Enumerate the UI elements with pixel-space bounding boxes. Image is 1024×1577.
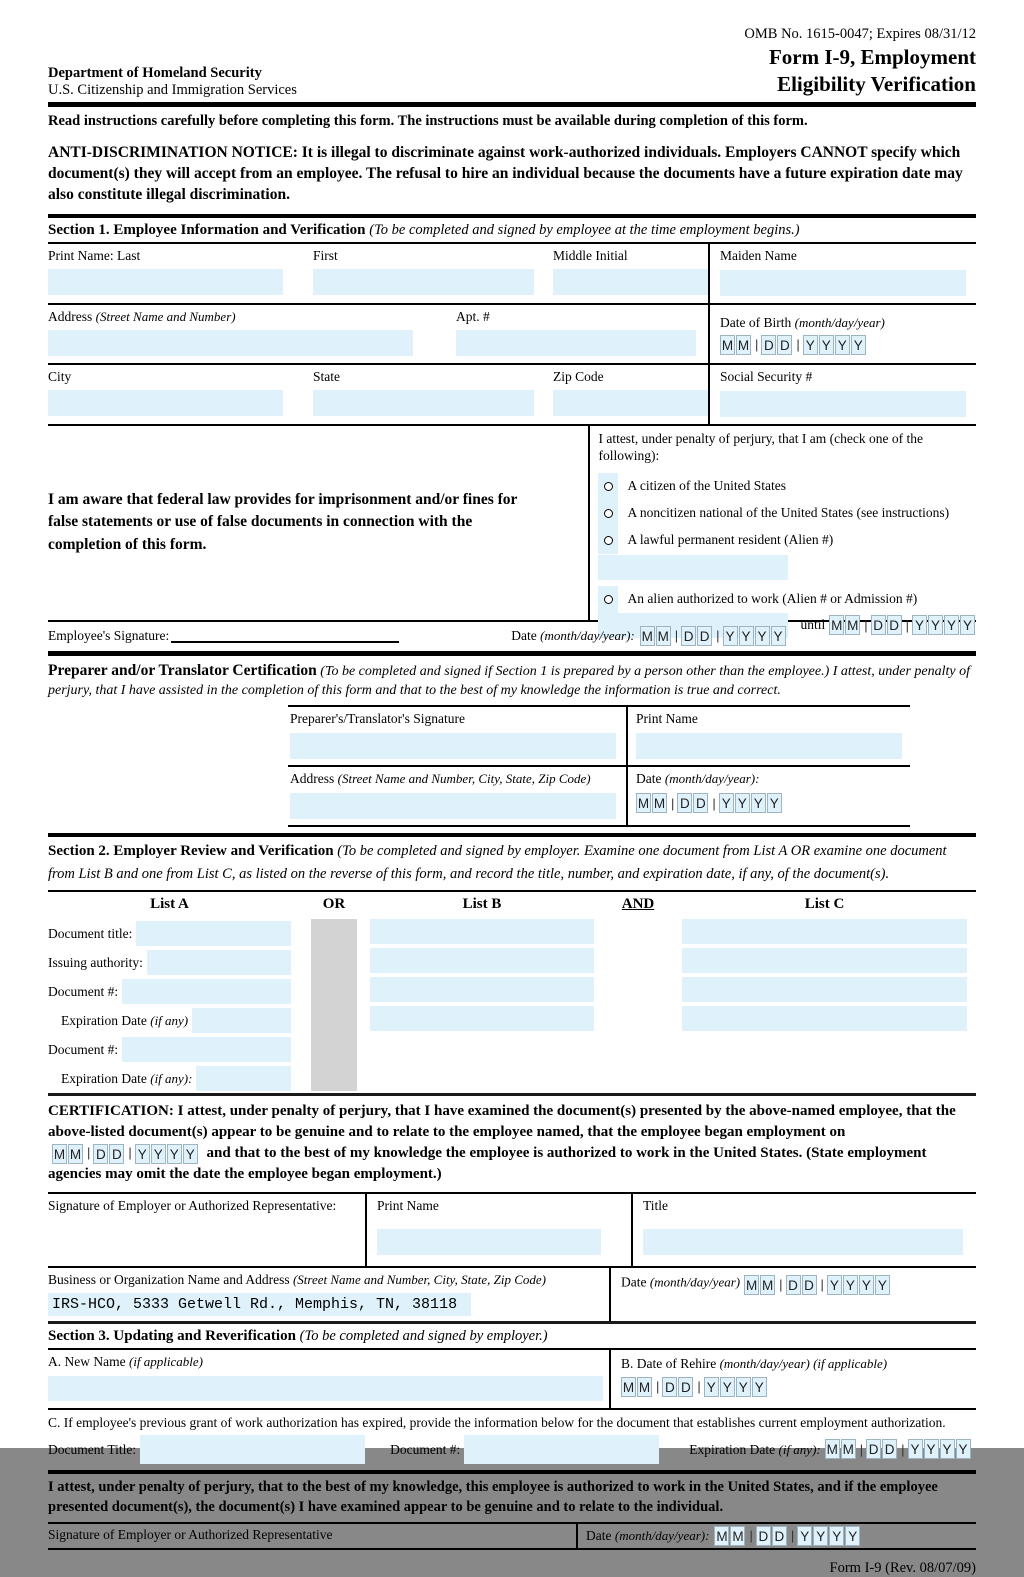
field-city [48,368,288,417]
date-char-box[interactable]: Y [151,1144,166,1164]
date-char-box[interactable]: Y [960,615,975,635]
zip-label: Zip Code [553,368,604,384]
agency-subname: U.S. Citizenship and Immigration Services [48,81,297,98]
certification-text-1: CERTIFICATION: I attest, under penalty of perjury, that I have examined the document(s) presented by the above-named employee, that the above-listed document(s) appear to be genuine and to relate to the employee named, that the employee began employment on [48,1102,956,1140]
date-char-box[interactable]: D [756,1526,771,1546]
first-name-input[interactable] [313,269,534,295]
address-label-note: (Street Name and Number) [95,308,236,324]
expiration-date-note: (if any) [150,1012,189,1028]
section2-heading-title: Section 2. Employer Review and Verification [48,843,334,859]
dob-label-note: (month/day/year) [794,314,885,330]
doc-title-label: Document title: [48,925,133,941]
last-name-input[interactable] [48,269,283,295]
c-doc-number-input[interactable] [464,1435,659,1464]
date-char-box[interactable]: M [829,615,844,635]
certification-paragraph [48,1096,976,1194]
employer-date-label: Date [621,1274,647,1290]
date-char-box[interactable]: M [714,1526,729,1546]
agency-block [48,65,297,99]
employment-begin-date-input[interactable] [52,1144,199,1164]
date-char-box[interactable]: Y [797,1526,812,1546]
preparer-print-name-label: Print Name [636,711,698,726]
date-char-box[interactable]: D [777,335,792,355]
title-block [744,26,976,99]
employer-title-input[interactable] [643,1229,963,1255]
dob-date-input[interactable] [720,335,867,355]
section1-heading [48,218,976,244]
date-char-box[interactable]: Y [723,626,738,646]
maiden-name-label: Maiden Name [720,247,797,263]
list-b-expiration-input[interactable] [370,1006,594,1031]
field-section3-date [576,1524,976,1548]
section1-address-row [48,305,976,365]
field-zip [553,368,708,417]
last-name-label: Print Name: Last [48,247,141,263]
date-separator: | [656,1379,660,1395]
list-c-doc-title-input[interactable] [682,919,967,944]
date-char-box[interactable]: M [640,626,655,646]
rehire-date-note: (month/day/year) (if applicable) [719,1355,888,1371]
date-char-box[interactable]: M [760,1275,775,1295]
field-new-name [48,1350,609,1408]
date-char-box[interactable]: Y [908,1439,923,1459]
date-char-box[interactable]: Y [767,793,782,813]
date-char-box[interactable]: Y [851,335,866,355]
ssn-input[interactable] [720,391,966,417]
agency-name: Department of Homeland Security [48,64,262,81]
date-char-box[interactable]: M [52,1144,67,1164]
date-separator: | [779,1277,783,1293]
date-char-box[interactable]: Y [944,615,959,635]
date-char-box[interactable]: D [882,1439,897,1459]
alien-authorized-radio[interactable] [604,595,613,604]
and-column [594,896,682,1093]
date-char-box[interactable]: M [825,1439,840,1459]
list-a-issuing-authority-input[interactable] [147,950,291,975]
date-separator: | [128,1145,132,1161]
new-name-note: (if applicable) [128,1353,203,1369]
employer-signature-row [48,1194,976,1268]
date-char-box[interactable]: D [786,1275,801,1295]
field-apt [456,308,696,356]
apt-label: Apt. # [456,308,490,324]
employer-print-name-input[interactable] [377,1229,601,1255]
field-employer-signature [48,1194,365,1266]
date-char-box[interactable]: M [744,1275,759,1295]
date-char-box[interactable]: Y [736,1377,751,1397]
preparer-address-note: (Street Name and Number, City, State, Zip Code) [337,771,591,786]
date-char-box[interactable]: M [68,1144,83,1164]
field-employer-print-name [365,1194,631,1266]
date-char-box[interactable]: Y [875,1275,890,1295]
date-char-box[interactable]: D [109,1144,124,1164]
doc-number-label: Document #: [48,983,119,999]
certification-text-2: and that to the best of my knowledge the employee is authorized to work in the United States. (State employment agencies may omit the date the employee began employment.) [48,1145,927,1183]
list-c-header: List C [804,895,845,912]
date-char-box[interactable]: Y [135,1144,150,1164]
date-separator: | [859,1441,864,1457]
preparer-date-note: (month/day/year): [664,771,760,786]
section3-date-input[interactable] [714,1526,861,1546]
field-employer-title [631,1194,976,1266]
date-separator: | [716,628,720,644]
issuing-authority-label: Issuing authority: [48,954,143,970]
preparer-heading-title: Preparer and/or Translator Certification [48,661,317,679]
section1-heading-title: Section 1. Employee Information and Verification [48,221,366,238]
state-label: State [313,368,340,384]
c-expiration-note: (if any): [778,1441,821,1457]
expiration-date2-note: (if any): [150,1070,193,1086]
date-separator: | [820,1277,824,1293]
date-char-box[interactable]: M [845,615,860,635]
section3-signature-label: Signature of Employer or Authorized Representative [48,1527,333,1543]
section3-attest-statement: I attest, under penalty of perjury, that to the best of my knowledge, this employee is authorized to work in the United States, and if the employee presented document(s), the document(s) I have examined appear to be genuine and to relate to the individual. [48,1474,976,1524]
date-separator: | [864,617,868,633]
citizen-radio[interactable] [604,482,613,491]
preparer-address-label: Address [290,771,335,786]
attest-intro: I attest, under penalty of perjury, that I am (check one of the following): [598,430,923,464]
employee-date-label: Date [511,627,537,643]
list-c-expiration-input[interactable] [682,1006,967,1031]
federal-law-warning: I am aware that federal law provides for imprisonment and/or fines for false statements or use of false documents in connection with the completion of this form. [48,491,518,553]
field-preparer-signature [288,707,626,765]
section3-signature-row [48,1524,976,1550]
employer-print-name-label: Print Name [377,1197,439,1213]
address-label: Address [48,308,93,324]
preparer-signature-label: Preparer's/Translator's Signature [290,711,465,726]
date-char-box[interactable]: M [736,335,751,355]
date-char-box[interactable]: Y [819,335,834,355]
list-a-header: List A [150,895,189,912]
preparer-heading [48,656,976,703]
employer-signature-label: Signature of Employer or Authorized Representative: [48,1197,337,1213]
form-revision-footer: Form I-9 (Rev. 08/07/09) [829,1559,976,1576]
list-a-doc-number-input[interactable] [122,979,291,1004]
attestation-block [48,426,976,634]
date-char-box[interactable]: D [802,1275,817,1295]
date-char-box[interactable]: D [662,1377,677,1397]
permanent-resident-radio[interactable] [604,536,613,545]
document-list-table [48,892,976,1093]
date-char-box[interactable]: M [652,793,667,813]
section1-city-row [48,365,976,426]
date-separator: | [790,1528,795,1544]
new-name-input[interactable] [48,1376,603,1401]
date-separator: | [697,1379,701,1395]
date-char-box[interactable]: Y [829,1526,844,1546]
field-first-name [313,247,534,296]
address-input[interactable] [48,330,413,356]
or-header: OR [322,895,346,912]
field-preparer-date [626,767,910,825]
date-char-box[interactable]: M [656,626,671,646]
city-input[interactable] [48,390,283,416]
date-char-box[interactable]: D [693,793,708,813]
c-expiration-date-input[interactable] [825,1439,972,1459]
date-separator: | [901,1441,905,1457]
city-label: City [48,368,72,384]
expiration-date2-label: Expiration Date [61,1070,147,1086]
date-char-box[interactable]: Y [183,1144,198,1164]
form-header [48,26,976,107]
section1-name-row [48,244,976,305]
list-c-column [682,896,967,1093]
alien-authorized-label: An alien authorized to work (Alien # or Admission #) [627,591,918,607]
section3-document-row [48,1433,976,1474]
list-a-column [48,896,291,1093]
date-separator: | [749,1528,753,1544]
date-char-box[interactable]: Y [940,1439,955,1459]
date-char-box[interactable]: Y [827,1275,842,1295]
list-a-doc-number2-input[interactable] [122,1037,291,1062]
or-column [311,896,357,1093]
section1-heading-note: (To be completed and signed by employee at the time employment begins.) [369,221,800,238]
preparer-signature-input[interactable] [290,733,616,759]
business-name-value[interactable]: IRS-HCO, 5333 Getwell Rd., Memphis, TN, 38118 [48,1293,471,1316]
date-char-box[interactable]: Y [859,1275,874,1295]
form-title-line1: Form I-9, Employment [768,45,976,69]
date-char-box[interactable]: M [730,1526,745,1546]
until-label: until [800,617,826,633]
list-c-doc-number-input[interactable] [682,977,967,1002]
field-date-of-birth [708,305,976,363]
field-rehire-date [609,1350,976,1408]
date-char-box[interactable]: Y [720,1377,735,1397]
list-b-header: List B [462,895,502,912]
omb-number: OMB No. 1615-0047; Expires 08/31/12 [744,26,976,42]
list-a-doc-title-input[interactable] [136,921,291,946]
form-title-line2: Eligibility Verification [777,72,976,97]
citizenship-status-group [588,426,976,634]
employee-date-note: (month/day/year): [540,627,635,643]
or-gray-strip [311,919,357,1091]
date-char-box[interactable]: Y [751,793,766,813]
employer-date-note: (month/day/year) [649,1274,741,1290]
date-char-box[interactable]: D [681,626,696,646]
date-char-box[interactable]: D [772,1526,787,1546]
date-char-box[interactable]: D [887,615,902,635]
c-doc-number-label: Document #: [390,1441,461,1457]
apt-input[interactable] [456,330,696,356]
list-b-doc-title-input[interactable] [370,919,594,944]
date-char-box[interactable]: Y [739,626,754,646]
date-char-box[interactable]: Y [771,626,786,646]
date-char-box[interactable]: M [841,1439,856,1459]
date-char-box[interactable]: Y [845,1526,860,1546]
noncitizen-national-radio[interactable] [604,509,613,518]
business-note: (Street Name and Number, City, State, Zip Code) [292,1271,546,1287]
date-char-box[interactable]: Y [813,1526,828,1546]
date-char-box[interactable]: M [621,1377,636,1397]
first-name-label: First [313,247,338,263]
business-label: Business or Organization Name and Address [48,1271,290,1287]
list-b-issuing-authority-input[interactable] [370,948,594,973]
c-doc-title-input[interactable] [140,1435,365,1464]
option-citizen[interactable] [598,473,976,500]
list-b-column [370,896,594,1093]
date-char-box[interactable]: Y [912,615,927,635]
date-char-box[interactable]: Y [803,335,818,355]
date-char-box[interactable]: D [761,335,776,355]
citizen-label: A citizen of the United States [627,478,787,494]
field-business-name [48,1271,609,1316]
c-doc-title-label: Document Title: [48,1441,137,1457]
ssn-label: Social Security # [720,368,813,384]
c-expiration-label: Expiration Date [689,1441,776,1457]
preparer-heading-note: (To be completed and signed if Section 1 is prepared by a person other than the employee.) I attest, under penalty of perjury, that I have assisted in the completion of this form and that to the best of my knowledge the information is true and correct. [48,663,971,699]
list-c-issuing-authority-input[interactable] [682,948,967,973]
until-date-input[interactable] [829,615,976,635]
date-char-box[interactable]: D [697,626,712,646]
maiden-name-input[interactable] [720,270,966,296]
date-separator: | [796,337,800,353]
middle-initial-input[interactable] [553,269,708,295]
date-separator: | [755,337,759,353]
field-employer-date [609,1268,976,1321]
section3-heading [48,1324,976,1350]
section3-date-note: (month/day/year): [614,1527,710,1543]
alien-number-input[interactable] [598,555,788,580]
date-char-box[interactable]: Y [956,1439,971,1459]
date-char-box[interactable]: Y [924,1439,939,1459]
employer-title-label: Title [643,1197,669,1213]
date-char-box[interactable]: D [677,793,692,813]
employee-date-input[interactable] [640,626,787,646]
date-char-box[interactable]: Y [928,615,943,635]
field-address [48,308,426,356]
option-noncitizen-national[interactable] [598,500,976,527]
date-char-box[interactable]: D [678,1377,693,1397]
date-char-box[interactable]: M [636,793,651,813]
option-alien-authorized[interactable] [598,586,976,613]
preparer-address-input[interactable] [290,793,616,819]
state-input[interactable] [313,390,534,416]
expiration-date-label: Expiration Date [61,1012,147,1028]
field-last-name [48,247,288,296]
rehire-date-input[interactable] [621,1377,768,1397]
preparer-date-input[interactable] [636,793,783,813]
zip-input[interactable] [553,390,708,416]
section3-date-label: Date [586,1527,612,1543]
date-char-box[interactable]: Y [752,1377,767,1397]
field-preparer-print-name [626,707,910,765]
field-preparer-address [288,767,626,825]
and-header: AND [621,895,655,912]
section2-heading [48,837,976,892]
employee-signature-line[interactable] [171,629,399,643]
date-separator: | [712,795,716,811]
list-a-expiration2-input[interactable] [196,1066,291,1091]
section2-heading-note: (To be completed and signed by employer. Examine one document from List A OR examine one document from List B and one from List C, as listed on the reverse of this form, and record the title, number, and expiration date, if any, of the document(s). [48,843,947,882]
section3-rehire-row [48,1350,976,1410]
date-char-box[interactable]: D [866,1439,881,1459]
date-char-box[interactable]: M [720,335,735,355]
option-lawful-permanent-resident[interactable] [598,527,976,554]
preparer-table [288,705,910,827]
dob-label: Date of Birth [720,314,792,330]
anti-discrimination-notice: ANTI-DISCRIMINATION NOTICE: It is illegal to discriminate against work-authorized individuals. Employers CANNOT specify which document(s) they will accept from an employee. The refusal to hire an individual because the documents have a future expiration date may also constitute illegal discrimination. [48,142,976,218]
noncitizen-national-label: A noncitizen national of the United States (see instructions) [627,505,950,521]
read-instructions-note: Read instructions carefully before completing this form. The instructions must be available during completion of this form. [48,112,808,129]
section3-heading-note: (To be completed and signed by employer.) [299,1327,548,1344]
employee-signature-label: Employee's Signature: [48,627,170,643]
list-b-doc-number-input[interactable] [370,977,594,1002]
date-char-box[interactable]: Y [843,1275,858,1295]
section3-heading-title: Section 3. Updating and Reverification [48,1327,296,1344]
field-ssn [708,365,976,424]
field-maiden-name [708,244,976,303]
date-char-box[interactable]: Y [755,626,770,646]
section3-c-text: C. If employee's previous grant of work authorization has expired, provide the information below for the document that establishes current employment authorization. [48,1414,946,1430]
date-char-box[interactable]: M [637,1377,652,1397]
preparer-date-label: Date [636,771,662,786]
date-char-box[interactable]: D [93,1144,108,1164]
date-separator: | [87,1145,91,1161]
list-a-expiration-input[interactable] [192,1008,291,1033]
date-separator: | [905,617,909,633]
rehire-date-label: B. Date of Rehire [621,1355,717,1371]
field-middle-initial [553,247,708,296]
new-name-label: A. New Name [48,1353,126,1369]
date-separator: | [674,628,679,644]
preparer-print-name-input[interactable] [636,733,902,759]
doc-number2-label: Document #: [48,1041,119,1057]
middle-initial-label: Middle Initial [553,247,628,263]
permanent-resident-label: A lawful permanent resident (Alien #) [627,532,834,548]
date-char-box[interactable]: Y [735,793,750,813]
date-char-box[interactable]: Y [704,1377,719,1397]
employer-date-input[interactable] [744,1275,891,1295]
date-char-box[interactable]: Y [167,1144,182,1164]
date-char-box[interactable]: Y [835,335,850,355]
business-row [48,1268,976,1321]
date-separator: | [671,795,675,811]
date-char-box[interactable]: Y [719,793,734,813]
field-state [313,368,534,417]
date-char-box[interactable]: D [871,615,886,635]
